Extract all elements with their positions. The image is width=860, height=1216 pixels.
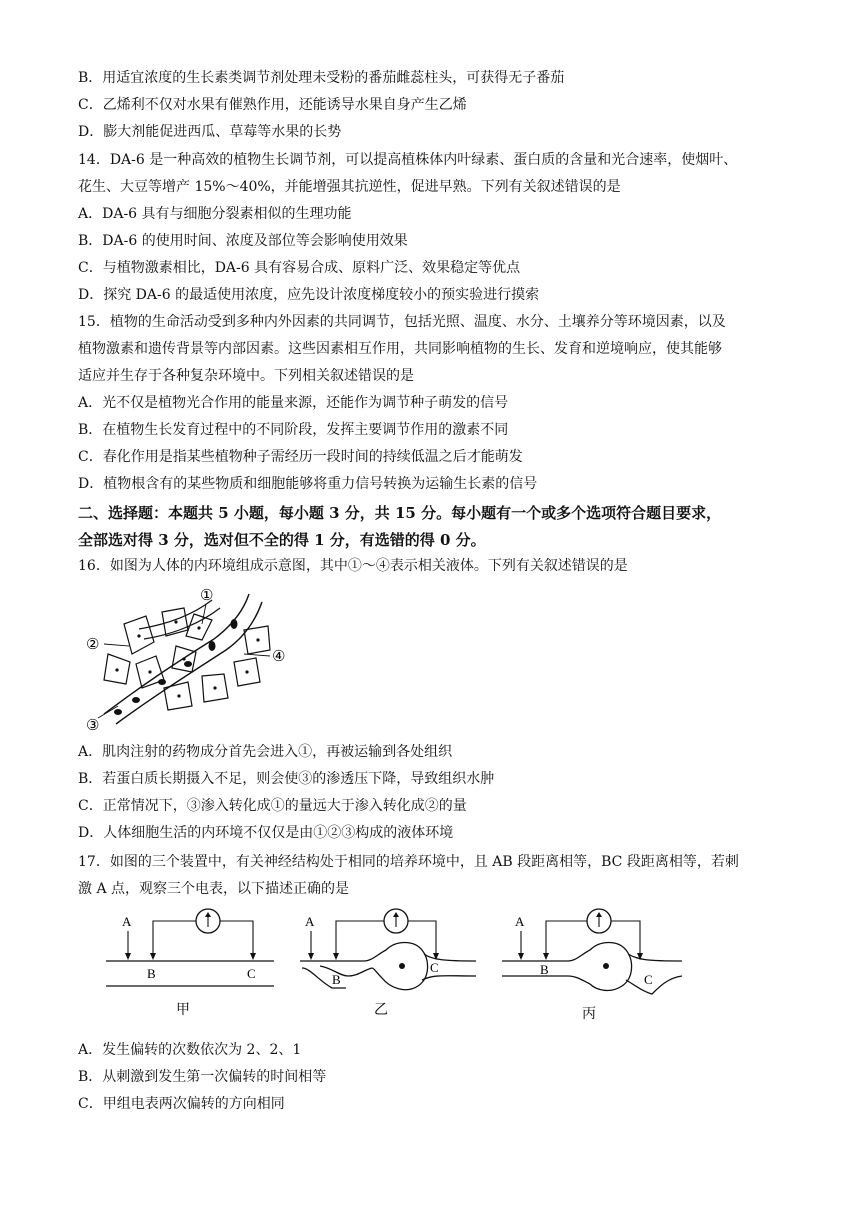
q14-stem-line-2: 花生、大豆等增产 15%～40%，并能增强其抗逆性，促进早熟。下列有关叙述错误的是 [78, 179, 621, 195]
bing-caption: 丙 [582, 1007, 596, 1022]
q17-option-b: B．从刺激到发生第一次偏转的时间相等 [78, 1069, 327, 1085]
q15-stem-line-3: 适应并生存于各种复杂环境中。下列相关叙述错误的是 [78, 368, 414, 384]
label-3: ③ [86, 718, 100, 734]
q14-option-c: C．与植物激素相比，DA-6 具有容易合成、原料广泛、效果稳定等优点 [78, 260, 521, 276]
apparatus-jia [106, 909, 274, 1018]
section-2-heading-line-1: 二、选择题：本题共 5 小题，每小题 3 分，共 15 分。每小题有一个或多个选项符合题目要求， [78, 504, 722, 522]
q15-option-a: A．光不仅是植物光合作用的能量来源，还能作为调节种子萌发的信号 [78, 395, 509, 411]
q13-option-c: C．乙烯利不仅对水果有催熟作用，还能诱导水果自身产生乙烯 [78, 97, 467, 113]
yi-caption: 乙 [374, 1003, 388, 1018]
section-2-heading-line-2: 全部选对得 3 分，选对但不全的得 1 分，有选错的得 0 分。 [78, 531, 486, 549]
q16-stem: 16．如图为人体的内环境组成示意图，其中①～④表示相关液体。下列有关叙述错误的是 [78, 558, 628, 574]
q16-option-a: A．肌肉注射的药物成分首先会进入①，再被运输到各处组织 [78, 744, 453, 760]
jia-label-c: C [247, 966, 256, 981]
q15-option-d: D．植物根含有的某些物质和细胞能够将重力信号转换为运输生长素的信号 [78, 476, 538, 492]
q16-option-b: B．若蛋白质长期摄入不足，则会使③的渗透压下降，导致组织水肿 [78, 771, 495, 787]
q17-stem-line-2: 激 A 点，观察三个电表，以下描述正确的是 [78, 881, 350, 897]
q15-stem-line-1: 15．植物的生命活动受到多种内外因素的共同调节，包括光照、温度、水分、土壤养分等环境因素，以及 [78, 314, 726, 330]
q15-option-b: B．在植物生长发育过程中的不同阶段，发挥主要调节作用的激素不同 [78, 422, 509, 438]
yi-label-b: B [332, 972, 341, 987]
label-4: ④ [272, 649, 286, 665]
label-2: ② [86, 637, 100, 653]
bing-label-b: B [540, 962, 549, 977]
q16-option-c: C．正常情况下，③渗入转化成①的量远大于渗入转化成②的量 [78, 798, 467, 814]
q13-option-d: D．膨大剂能促进西瓜、草莓等水果的长势 [78, 124, 342, 140]
q14-option-a: A．DA-6 具有与细胞分裂素相似的生理功能 [78, 206, 352, 222]
nerve-apparatus-diagram [96, 906, 696, 1026]
q17-option-a: A．发生偏转的次数依次为 2、2、1 [78, 1042, 302, 1058]
q14-option-d: D．探究 DA-6 的最适使用浓度，应先设计浓度梯度较小的预实验进行摸索 [78, 287, 540, 303]
q14-option-b: B．DA-6 的使用时间、浓度及部位等会影响使用效果 [78, 233, 408, 249]
apparatus-yi [300, 909, 476, 1018]
internal-environment-diagram [84, 584, 324, 734]
jia-caption: 甲 [176, 1003, 190, 1018]
jia-label-b: B [147, 966, 156, 981]
bing-label-c: C [644, 972, 653, 987]
label-1: ① [200, 588, 214, 604]
q17-stem-line-1: 17．如图的三个装置中，有关神经结构处于相同的培养环境中，且 AB 段距离相等，BC 段距离相等，若刺 [78, 854, 739, 870]
q15-option-c: C．春化作用是指某些植物种子需经历一段时间的持续低温之后才能萌发 [78, 449, 523, 465]
q15-stem-line-2: 植物激素和遗传背景等内部因素。这些因素相互作用，共同影响植物的生长、发育和逆境响应，使其能够 [78, 341, 722, 357]
q13-option-b: B．用适宜浓度的生长素类调节剂处理未受粉的番茄雌蕊柱头，可获得无子番茄 [78, 70, 565, 86]
jia-label-a: A [122, 914, 132, 929]
yi-label-a: A [305, 914, 315, 929]
apparatus-bing [502, 909, 682, 1022]
yi-label-c: C [430, 960, 439, 975]
q17-option-c: C．甲组电表两次偏转的方向相同 [78, 1096, 285, 1112]
bing-label-a: A [515, 914, 525, 929]
q16-option-d: D．人体细胞生活的内环境不仅仅是由①②③构成的液体环境 [78, 825, 454, 841]
q14-stem-line-1: 14．DA-6 是一种高效的植物生长调节剂，可以提高植株体内叶绿素、蛋白质的含量和光合速率，使烟叶、 [78, 152, 738, 168]
